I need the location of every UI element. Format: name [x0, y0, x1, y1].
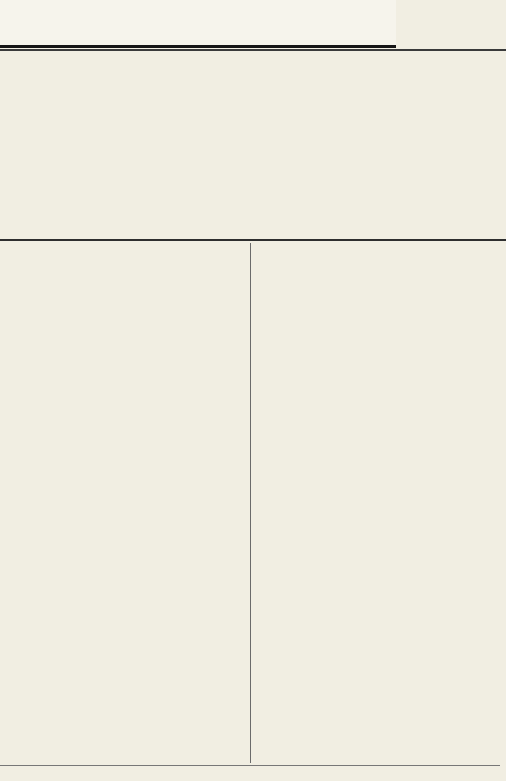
- bottom-divider: [0, 765, 500, 766]
- column-divider: [250, 243, 251, 763]
- top-divider: [0, 49, 506, 51]
- middle-divider: [0, 239, 506, 241]
- headline-box: [0, 0, 396, 48]
